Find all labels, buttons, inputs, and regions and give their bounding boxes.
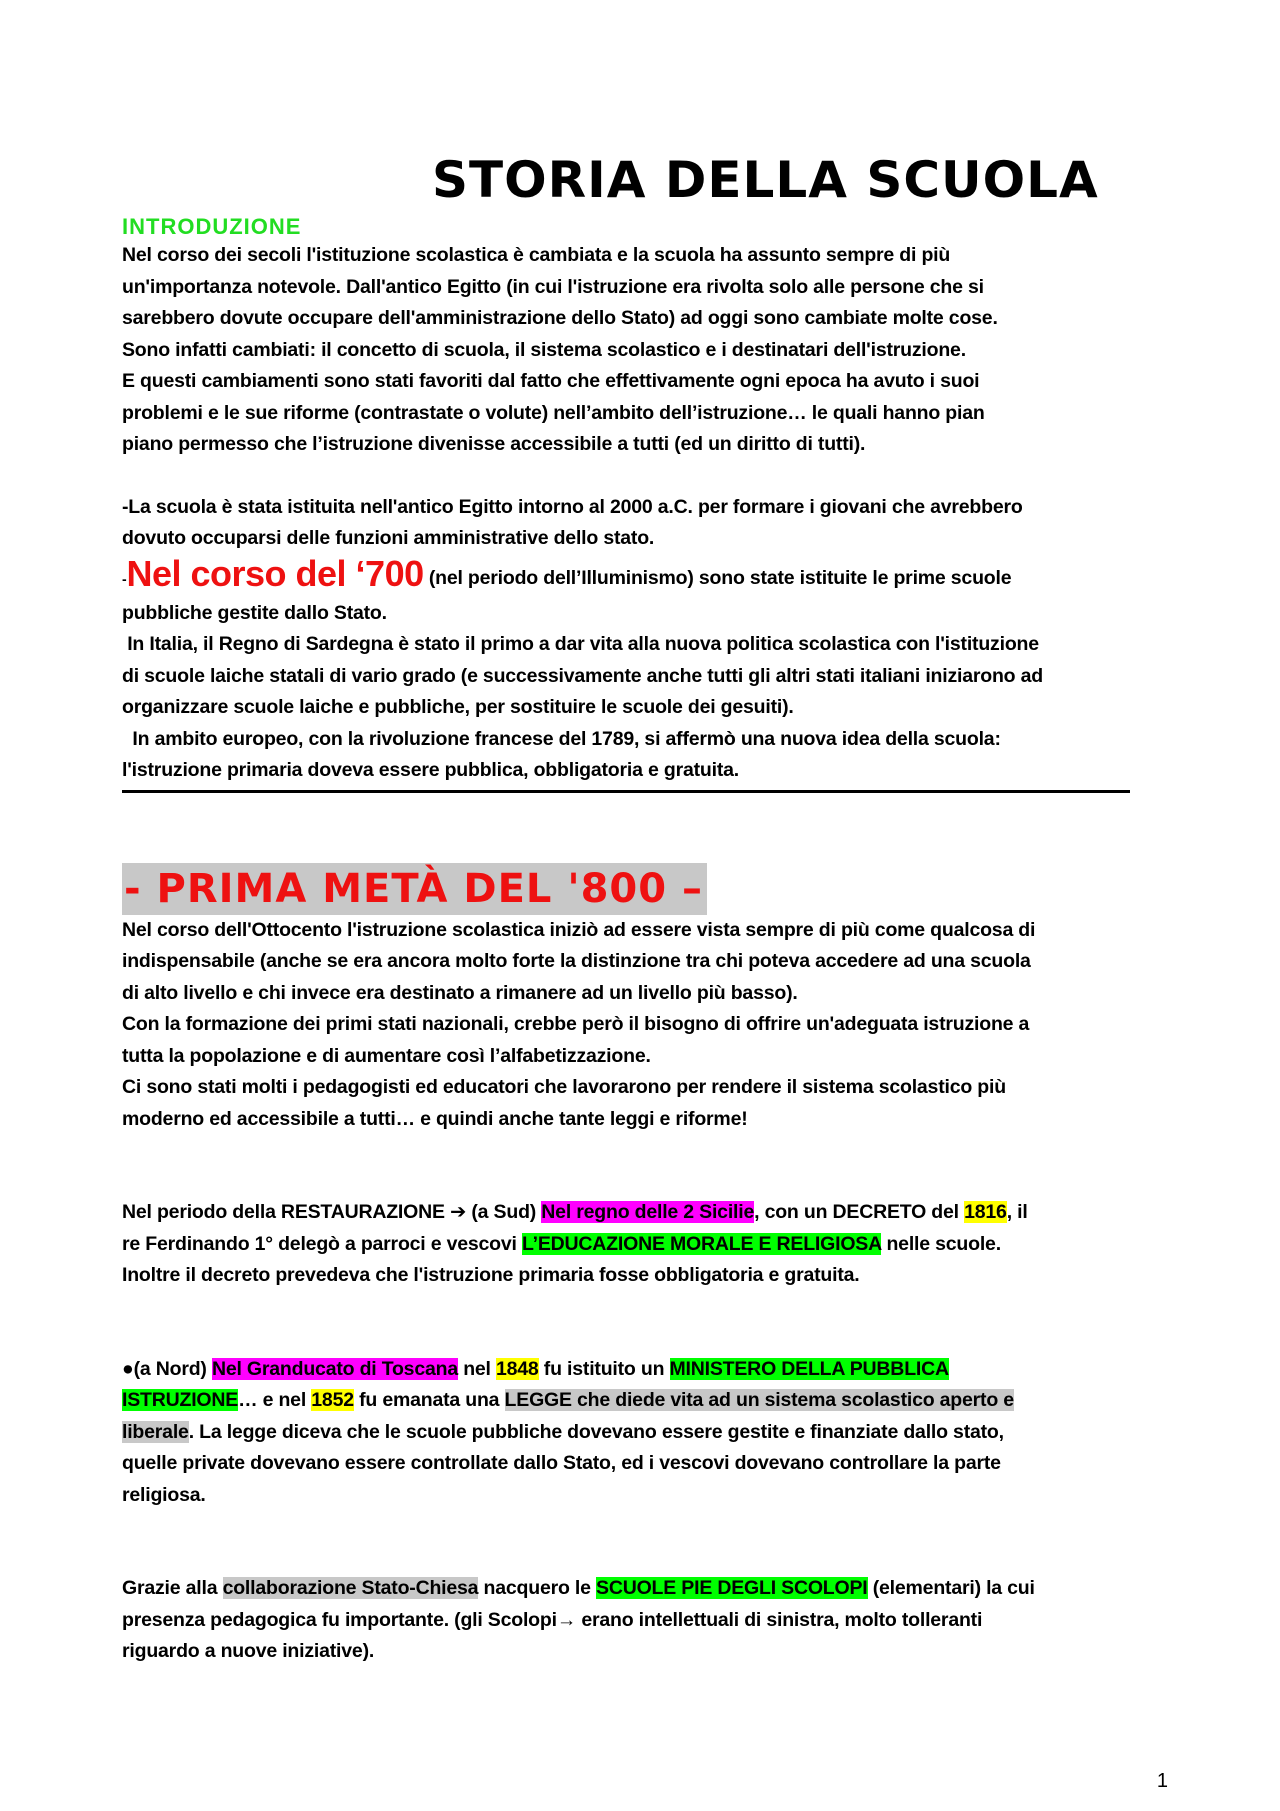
restaurazione-paragraph — [122, 1197, 1132, 1292]
page-title: STORIA DELLA SCUOLA — [432, 151, 1099, 209]
highlight-pink: Nel Granducato di Toscana — [211, 1357, 458, 1380]
text-line — [122, 1573, 1132, 1605]
text-span: (nel periodo dell’Illuminismo) sono state istituite le prime scuole — [423, 566, 1012, 589]
text-span: ●(a Nord) — [122, 1357, 212, 1380]
text-line: E questi cambiamenti sono stati favoriti dal fatto che effettivamente ogni epoca ha avuto i suoi — [122, 370, 980, 392]
text-line: quelle private dovevano essere controllate dallo Stato, ed i vescovi dovevano controllare la parte — [122, 1452, 1001, 1474]
horizontal-divider — [122, 790, 1130, 793]
intro-paragraph-2 — [122, 492, 1132, 555]
text-line: di alto livello e chi invece era destinato a rimanere ad un livello più basso). — [122, 981, 798, 1004]
text-span: fu istituito un — [538, 1357, 670, 1380]
text-span: (a Sud) — [466, 1201, 542, 1223]
text-line — [122, 1229, 1132, 1261]
highlight-green: SCUOLE PIE DEGLI SCOLOPI — [596, 1577, 868, 1599]
highlight-green: L’EDUCAZIONE MORALE E RELIGIOSA — [521, 1232, 882, 1255]
text-span: , con un DECRETO del — [754, 1201, 965, 1223]
highlight-gray: collaborazione Stato-Chiesa — [222, 1577, 479, 1599]
highlight-pink: Nel regno delle 2 Sicilie — [541, 1201, 755, 1223]
text-line: Nel corso dei secoli l'istituzione scolastica è cambiata e la scuola ha assunto sempre di più — [122, 244, 951, 266]
text-line: pubbliche gestite dallo Stato. — [122, 601, 387, 624]
text-line: indispensabile (anche se era ancora molto forte la distinzione tra chi poteva accedere ad una scuola — [122, 950, 1031, 972]
text-line — [122, 1385, 1132, 1417]
text-line: organizzare scuole laiche e pubbliche, per sostituire le scuole dei gesuiti). — [122, 696, 794, 718]
text-line: presenza pedagogica fu importante. (gli Scolopi→ erano intellettuali di sinistra, molto tolleranti — [122, 1608, 983, 1631]
toscana-paragraph — [122, 1354, 1132, 1512]
text-span: fu emanata una — [353, 1389, 505, 1411]
section-heading: - PRIMA METÀ DEL '800 – — [122, 863, 707, 915]
text-line: dovuto occuparsi delle funzioni amministrative dello stato. — [122, 527, 655, 549]
text-line: Inoltre il decreto prevedeva che l'istruzione primaria fosse obbligatoria e gratuita. — [122, 1264, 860, 1286]
highlight-gray: liberale — [122, 1420, 189, 1443]
highlight-green: ISTRUZIONE — [122, 1389, 239, 1411]
emphasis-700: Nel corso del ‘700 — [126, 552, 424, 594]
text-span: (elementari) la cui — [867, 1577, 1035, 1599]
text-line: tutta la popolazione e di aumentare così l’alfabetizzazione. — [122, 1044, 651, 1067]
document-page — [122, 150, 1132, 1668]
text-span: nel — [457, 1357, 496, 1380]
text-line: Ci sono stati molti i pedagogisti ed educatori che lavorarono per rendere il sistema scolastico più — [122, 1076, 1006, 1098]
text-line: di scuole laiche statali di vario grado (e successivamente anche tutti gli altri stati italiani iniziarono ad — [122, 664, 1043, 687]
text-line: Nel corso dell'Ottocento l'istruzione scolastica iniziò ad essere vista sempre di più come qualcosa di — [122, 918, 1036, 941]
text-line: In ambito europeo, con la rivoluzione francese del 1789, si affermò una nuova idea della scuola: — [122, 727, 1001, 750]
text-line: In Italia, il Regno di Sardegna è stato il primo a dar vita alla nuova politica scolastica con l'istituzione — [122, 633, 1039, 655]
text-line: Sono infatti cambiati: il concetto di scuola, il sistema scolastico e i destinatari dell'istruzione. — [122, 338, 966, 361]
section-paragraph-1 — [122, 915, 1132, 1136]
intro-paragraph-4 — [122, 629, 1132, 787]
text-span: … e nel — [238, 1389, 312, 1411]
intro-paragraph-1 — [122, 240, 1132, 461]
text-span: Nel periodo della RESTAURAZIONE — [122, 1201, 451, 1223]
text-line: piano permesso che l’istruzione divenisse accessibile a tutti (ed un diritto di tutti). — [122, 433, 866, 455]
text-line: sarebbero dovute occupare dell'amministrazione dello Stato) ad oggi sono cambiate molte cose. — [122, 307, 998, 329]
text-line — [122, 552, 1132, 598]
text-line: l'istruzione primaria doveva essere pubblica, obbligatoria e gratuita. — [122, 759, 739, 781]
intro-heading: INTRODUZIONE — [122, 214, 302, 239]
highlight-green: MINISTERO DELLA PUBBLICA — [669, 1357, 949, 1380]
text-span: nelle scuole. — [881, 1232, 1001, 1255]
text-line: problemi e le sue riforme (contrastate o volute) nell’ambito dell’istruzione… le quali hanno pian — [122, 401, 985, 424]
text-span: , il — [1006, 1201, 1028, 1223]
highlight-yellow: 1848 — [496, 1357, 539, 1380]
highlight-yellow: 1816 — [964, 1201, 1007, 1223]
arrow-icon: ➔ — [450, 1201, 467, 1223]
text-span: re Ferdinando 1° delegò a parroci e vescovi — [122, 1232, 522, 1255]
text-line: moderno ed accessibile a tutti… e quindi anche tante leggi e riforme! — [122, 1107, 748, 1130]
highlight-gray: LEGGE che diede vita ad un sistema scolastico aperto e — [504, 1389, 1014, 1411]
scolopi-paragraph — [122, 1573, 1132, 1668]
text-line — [122, 1417, 1132, 1449]
text-line — [122, 1197, 1132, 1229]
text-span: . La legge diceva che le scuole pubbliche dovevano essere gestite e finanziate dallo stato, — [188, 1420, 1004, 1443]
page-number: 1 — [1156, 1770, 1168, 1792]
highlight-yellow: 1852 — [311, 1389, 354, 1411]
text-line: un'importanza notevole. Dall'antico Egitto (in cui l'istruzione era rivolta solo alle persone che si — [122, 275, 984, 298]
text-line: riguardo a nuove iniziative). — [122, 1640, 375, 1662]
dash: - — [122, 570, 127, 587]
text-span: Grazie alla — [122, 1577, 223, 1599]
text-line — [122, 1354, 1132, 1386]
text-line: Con la formazione dei primi stati nazionali, crebbe però il bisogno di offrire un'adeguata istruzione a — [122, 1013, 1030, 1035]
text-line: religiosa. — [122, 1483, 206, 1506]
intro-paragraph-3 — [122, 552, 1132, 630]
text-line: -La scuola è stata istituita nell'antico Egitto intorno al 2000 a.C. per formare i giovani che avrebbero — [122, 495, 1023, 518]
text-span: nacquero le — [478, 1577, 597, 1599]
